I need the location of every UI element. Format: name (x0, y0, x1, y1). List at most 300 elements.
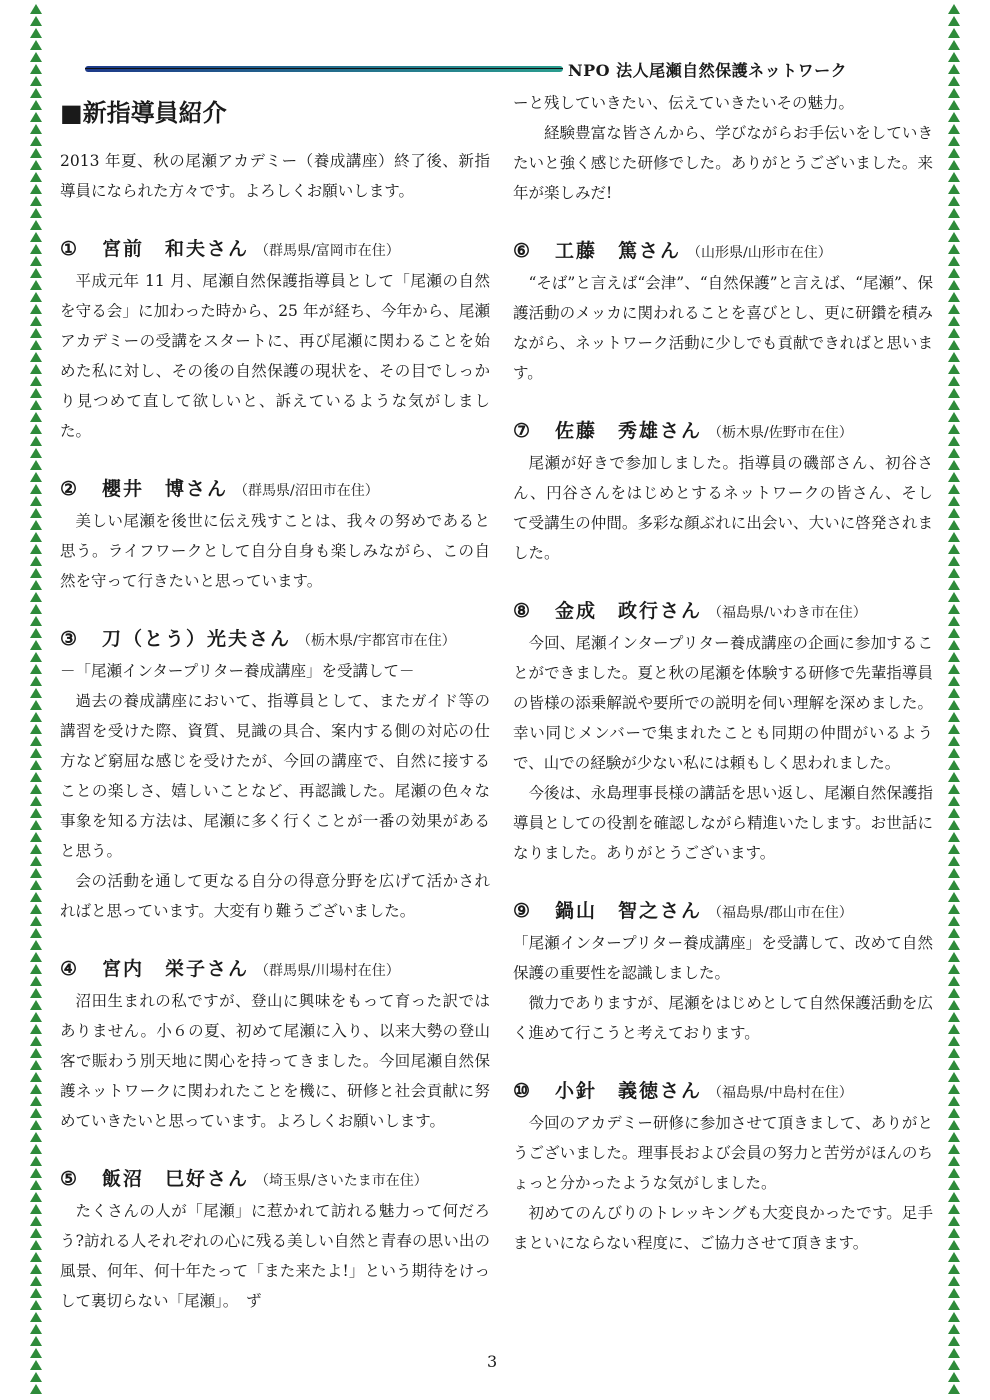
tree-ornament (948, 1288, 960, 1298)
tree-ornament (30, 604, 42, 614)
tree-ornament (948, 220, 960, 230)
tree-ornament (948, 580, 960, 590)
tree-ornament (30, 796, 42, 806)
tree-ornament (948, 1000, 960, 1010)
tree-ornament (30, 748, 42, 758)
profile-heading (60, 954, 490, 986)
profile-location: （山形県/山形市在住） (687, 245, 832, 261)
profile-text: 今回のアカデミー研修に参加させて頂きまして、ありがとうございました。理事長および会員の努力と苦労がほんのちょっと分かったような気がしました。 (513, 1114, 933, 1192)
profile-number: ⑤ (60, 1168, 78, 1190)
profile-text: 今後は、永島理事長様の講話を思い返し、尾瀬自然保護指導員としての役割を確認しながら精進いたします。お世話になりました。ありがとうございます。 (513, 784, 933, 862)
profile-name: 刀（とう）光夫さん (102, 628, 292, 650)
tree-ornament (948, 112, 960, 122)
tree-ornament (30, 364, 42, 374)
profile-number: ⑦ (513, 420, 531, 442)
tree-ornament (948, 184, 960, 194)
profile-heading (60, 1164, 490, 1196)
tree-ornament (30, 460, 42, 470)
tree-ornament (30, 652, 42, 662)
tree-ornament (30, 832, 42, 842)
tree-ornament (948, 268, 960, 278)
tree-ornament (30, 472, 42, 482)
tree-ornament (948, 592, 960, 602)
tree-ornament (30, 1312, 42, 1322)
tree-ornament (948, 40, 960, 50)
profile-entry (60, 1164, 490, 1316)
tree-ornament (948, 1216, 960, 1226)
profile-heading (513, 596, 933, 628)
tree-ornament (30, 1276, 42, 1286)
profile-entry (60, 474, 490, 596)
profile-name: 宮内 栄子さん (102, 958, 250, 980)
tree-ornament (30, 64, 42, 74)
tree-ornament (30, 532, 42, 542)
tree-ornament (30, 772, 42, 782)
tree-ornament (948, 1012, 960, 1022)
profile-name: 工藤 篤さん (555, 240, 682, 262)
tree-ornament (30, 640, 42, 650)
tree-ornament (30, 244, 42, 254)
profile-entry (513, 236, 933, 388)
profile-number: ④ (60, 958, 78, 980)
tree-ornament (30, 1000, 42, 1010)
tree-ornament (948, 736, 960, 746)
tree-ornament (30, 808, 42, 818)
tree-ornament (948, 844, 960, 854)
profile-text: “そば”と言えば“会津”、“自然保護”と言えば、“尾瀬”、保護活動のメッカに関われることを喜びとし、更に研鑽を積みながら、ネットワーク活動に少しでも貢献できればと思います。 (513, 274, 933, 382)
tree-ornament (948, 472, 960, 482)
tree-ornament (948, 316, 960, 326)
tree-ornament (30, 1192, 42, 1202)
tree-ornament (30, 1108, 42, 1118)
tree-ornament (30, 304, 42, 314)
tree-ornament (30, 508, 42, 518)
tree-ornament (30, 628, 42, 638)
profile-text: たくさんの人が「尾瀬」に惹かれて訪れる魅力って何だろう?訪れる人それぞれの心に残る美しい自然と青春の思い出の風景、何年、何十年たって「また来たよ!」という期待をけっして裏切らない「尾瀬」。 ず (60, 1202, 490, 1310)
tree-ornament (948, 1372, 960, 1382)
tree-ornament (30, 544, 42, 554)
tree-ornament (30, 340, 42, 350)
tree-ornament (30, 868, 42, 878)
tree-ornament (30, 208, 42, 218)
right-tree-border (948, 0, 960, 1400)
tree-ornament (30, 172, 42, 182)
tree-ornament (948, 664, 960, 674)
tree-ornament (948, 448, 960, 458)
tree-ornament (948, 808, 960, 818)
tree-ornament (948, 544, 960, 554)
tree-ornament (30, 400, 42, 410)
tree-ornament (948, 988, 960, 998)
tree-ornament (30, 1204, 42, 1214)
tree-ornament (948, 784, 960, 794)
tree-ornament (948, 652, 960, 662)
tree-ornament (30, 376, 42, 386)
tree-ornament (948, 232, 960, 242)
tree-ornament (948, 208, 960, 218)
section-title: ■新指導員紹介 (60, 98, 227, 127)
tree-ornament (948, 892, 960, 902)
profile-number: ⑨ (513, 900, 531, 922)
tree-ornament (30, 844, 42, 854)
tree-ornament (948, 364, 960, 374)
tree-ornament (30, 1288, 42, 1298)
tree-ornament (30, 328, 42, 338)
tree-ornament (30, 160, 42, 170)
tree-ornament (30, 184, 42, 194)
tree-ornament (30, 448, 42, 458)
profile-subtitle: 「尾瀬インタープリター養成講座」を受講して、改めて自然保護の重要性を認識しました。 (513, 934, 933, 982)
tree-ornament (30, 232, 42, 242)
tree-ornament (948, 856, 960, 866)
tree-ornament (948, 724, 960, 734)
tree-ornament (948, 880, 960, 890)
tree-ornament (948, 1096, 960, 1106)
tree-ornament (948, 1252, 960, 1262)
profile-heading (60, 474, 490, 506)
tree-ornament (30, 1168, 42, 1178)
profile-location: （群馬県/沼田市在住） (234, 483, 379, 499)
intro-text: 2013 年夏、秋の尾瀬アカデミー（養成講座）終了後、新指導員になられた方々です。よろしくお願いします。 (60, 152, 490, 200)
profile-text: 沼田生まれの私ですが、登山に興味をもって育った訳ではありません。小６の夏、初めて尾瀬に入り、以来大勢の登山客で賑わう別天地に関心を持ってきました。今回尾瀬自然保護ネットワークに関われたことを機に、研修と社会貢献に努めていきたいと思っています。よろしくお願いします。 (60, 992, 490, 1130)
tree-ornament (948, 1228, 960, 1238)
tree-ornament (948, 1168, 960, 1178)
tree-ornament (30, 952, 42, 962)
profile-text: 過去の養成講座において、指導員として、またガイド等の講習を受けた際、資質、見識の具合、案内する側の対応の仕方など窮屈な感じを受けたが、今回の講座で、自然に接することの楽しさ、嬉しいことなど、再認識した。尾瀬の色々な事象を知る方法は、尾瀬に多く行くことが一番の効果があると思う。 (60, 692, 490, 860)
profile-heading (513, 416, 933, 448)
profile-number: ⑧ (513, 600, 531, 622)
profile-location: （栃木県/宇都宮市在住） (297, 633, 456, 649)
tree-ornament (30, 1336, 42, 1346)
tree-ornament (30, 1372, 42, 1382)
tree-ornament (30, 676, 42, 686)
profile-location: （群馬県/川場村在住） (255, 963, 400, 979)
tree-ornament (948, 1108, 960, 1118)
tree-ornament (30, 1084, 42, 1094)
tree-ornament (30, 484, 42, 494)
profile-location: （群馬県/富岡市在住） (255, 243, 400, 259)
tree-ornament (30, 16, 42, 26)
tree-ornament (30, 568, 42, 578)
tree-ornament (948, 1024, 960, 1034)
profile-text: 平成元年 11 月、尾瀬自然保護指導員として「尾瀬の自然を守る会」に加わった時から、25 年が経ち、今年から、尾瀬アカデミーの受講をスタートに、再び尾瀬に関わることを始めた私に対し、その後の自然保護の現状を、その目でしっかり見つめて直して欲しいと、訴えているような気がしました。 (60, 272, 490, 440)
tree-ornament (948, 904, 960, 914)
tree-ornament (948, 1144, 960, 1154)
tree-ornament (30, 904, 42, 914)
right-column (513, 88, 933, 1258)
tree-ornament (948, 1084, 960, 1094)
tree-ornament (948, 340, 960, 350)
profile-heading (60, 234, 490, 266)
tree-ornament (948, 676, 960, 686)
tree-ornament (948, 604, 960, 614)
tree-ornament (30, 616, 42, 626)
tree-ornament (30, 112, 42, 122)
tree-ornament (30, 1348, 42, 1358)
tree-ornament (30, 256, 42, 266)
tree-ornament (948, 1384, 960, 1394)
org-name: NPO 法人尾瀬自然保護ネットワーク (568, 61, 848, 80)
tree-ornament (30, 820, 42, 830)
tree-ornament (30, 1216, 42, 1226)
profile-text: 今回、尾瀬インタープリター養成講座の企画に参加することができました。夏と秋の尾瀬を体験する研修で先輩指導員の皆様の添乗解説や要所での説明を伺い理解を深めました。幸い同じメンバーで集まれたことも同期の仲間がいるようで、山での経験が少ない私には頼もしく思われました。 (513, 634, 933, 772)
profile-entry (60, 234, 490, 446)
tree-ornament (30, 1300, 42, 1310)
tree-ornament (948, 424, 960, 434)
tree-ornament (948, 244, 960, 254)
tree-ornament (30, 988, 42, 998)
tree-ornament (948, 352, 960, 362)
tree-ornament (30, 1240, 42, 1250)
profile-entry (513, 896, 933, 1048)
tree-ornament (30, 1360, 42, 1370)
tree-ornament (948, 640, 960, 650)
tree-ornament (948, 628, 960, 638)
tree-ornament (948, 688, 960, 698)
profile-subtitle: －「尾瀬インタープリター養成講座」を受講して－ (60, 662, 415, 680)
profile-name: 宮前 和夫さん (102, 238, 250, 260)
right-people-list (513, 236, 933, 1258)
profile-name: 飯沼 巳好さん (102, 1168, 250, 1190)
tree-ornament (948, 712, 960, 722)
tree-ornament (30, 688, 42, 698)
left-tree-border (30, 0, 42, 1400)
profile-location: （福島県/いわき市在住） (708, 605, 867, 621)
tree-ornament (948, 700, 960, 710)
tree-ornament (948, 76, 960, 86)
tree-ornament (30, 436, 42, 446)
tree-ornament (948, 28, 960, 38)
profile-name: 鍋山 智之さん (555, 900, 703, 922)
tree-ornament (948, 280, 960, 290)
tree-ornament (948, 1048, 960, 1058)
tree-ornament (948, 136, 960, 146)
tree-ornament (948, 1300, 960, 1310)
tree-ornament (948, 400, 960, 410)
tree-ornament (948, 88, 960, 98)
tree-ornament (948, 1348, 960, 1358)
tree-ornament (948, 568, 960, 578)
profile-entry (513, 596, 933, 868)
tree-ornament (30, 388, 42, 398)
tree-ornament (30, 928, 42, 938)
tree-ornament (948, 508, 960, 518)
tree-ornament (30, 316, 42, 326)
profile-text: 尾瀬が好きで参加しました。指導員の磯部さん、初谷さん、円谷さんをはじめとするネットワークの皆さん、そして受講生の仲間。多彩な顔ぶれに出会い、大いに啓発されました。 (513, 454, 933, 562)
profile-entry (513, 1076, 933, 1258)
tree-ornament (948, 1132, 960, 1142)
tree-ornament (30, 28, 42, 38)
tree-ornament (30, 856, 42, 866)
tree-ornament (30, 1252, 42, 1262)
tree-ornament (948, 412, 960, 422)
tree-ornament (30, 556, 42, 566)
tree-ornament (30, 412, 42, 422)
tree-ornament (30, 940, 42, 950)
tree-ornament (30, 784, 42, 794)
tree-ornament (30, 52, 42, 62)
tree-ornament (30, 592, 42, 602)
tree-ornament (30, 700, 42, 710)
tree-ornament (30, 124, 42, 134)
tree-ornament (948, 256, 960, 266)
tree-ornament (948, 304, 960, 314)
tree-ornament (948, 556, 960, 566)
continued-text-2: 経験豊富な皆さんから、学びながらお手伝いをしていきたいと強く感じた研修でした。ありがとうございました。来年が楽しみだ! (513, 124, 933, 202)
tree-ornament (30, 496, 42, 506)
tree-ornament (948, 928, 960, 938)
tree-ornament (948, 532, 960, 542)
tree-ornament (948, 436, 960, 446)
profile-number: ③ (60, 628, 78, 650)
profile-name: 櫻井 博さん (102, 478, 229, 500)
tree-ornament (948, 1240, 960, 1250)
tree-ornament (948, 1072, 960, 1082)
tree-ornament (30, 40, 42, 50)
profile-name: 金成 政行さん (555, 600, 703, 622)
tree-ornament (30, 1048, 42, 1058)
tree-ornament (948, 1312, 960, 1322)
profile-heading (513, 236, 933, 268)
tree-ornament (948, 496, 960, 506)
tree-ornament (30, 1072, 42, 1082)
tree-ornament (948, 796, 960, 806)
page-number: 3 (487, 1352, 498, 1371)
tree-ornament (30, 1012, 42, 1022)
tree-ornament (30, 4, 42, 14)
tree-ornament (30, 1264, 42, 1274)
tree-ornament (948, 376, 960, 386)
tree-ornament (30, 1132, 42, 1142)
tree-ornament (948, 520, 960, 530)
tree-ornament (30, 580, 42, 590)
tree-ornament (948, 1060, 960, 1070)
tree-ornament (948, 940, 960, 950)
tree-ornament (30, 1324, 42, 1334)
profile-heading (513, 1076, 933, 1108)
continued-text: ーと残していきたい、伝えていきたいその魅力。 (513, 94, 855, 112)
tree-ornament (948, 1336, 960, 1346)
tree-ornament (30, 220, 42, 230)
profile-text: 会の活動を通して更なる自分の得意分野を広げて活かされればと思っています。大変有り難うございました。 (60, 872, 490, 920)
tree-ornament (30, 1228, 42, 1238)
tree-ornament (948, 760, 960, 770)
tree-ornament (948, 832, 960, 842)
left-column (60, 88, 490, 1316)
tree-ornament (948, 328, 960, 338)
tree-ornament (30, 1384, 42, 1394)
profile-location: （埼玉県/さいたま市在住） (255, 1173, 428, 1189)
tree-ornament (948, 484, 960, 494)
tree-ornament (948, 1192, 960, 1202)
tree-ornament (948, 1204, 960, 1214)
tree-ornament (30, 964, 42, 974)
tree-ornament (948, 868, 960, 878)
tree-ornament (30, 1156, 42, 1166)
profile-text: 初めてのんびりのトレッキングも大変良かったです。足手まといにならない程度に、ご協力させて頂きます。 (513, 1204, 933, 1252)
profile-name: 小針 義徳さん (555, 1080, 703, 1102)
tree-ornament (948, 52, 960, 62)
tree-ornament (948, 124, 960, 134)
tree-ornament (30, 760, 42, 770)
tree-ornament (948, 1156, 960, 1166)
tree-ornament (30, 736, 42, 746)
tree-ornament (30, 280, 42, 290)
tree-ornament (30, 916, 42, 926)
tree-ornament (30, 1060, 42, 1070)
tree-ornament (30, 136, 42, 146)
tree-ornament (948, 172, 960, 182)
tree-ornament (30, 292, 42, 302)
tree-ornament (30, 1144, 42, 1154)
tree-ornament (30, 664, 42, 674)
tree-ornament (30, 976, 42, 986)
tree-ornament (948, 64, 960, 74)
tree-ornament (30, 268, 42, 278)
tree-ornament (948, 100, 960, 110)
tree-ornament (30, 892, 42, 902)
tree-ornament (30, 424, 42, 434)
tree-ornament (948, 952, 960, 962)
tree-ornament (30, 712, 42, 722)
left-people-list (60, 234, 490, 1316)
profile-number: ② (60, 478, 78, 500)
profile-entry (60, 624, 490, 926)
tree-ornament (948, 148, 960, 158)
profile-location: （栃木県/佐野市在住） (708, 425, 853, 441)
tree-ornament (30, 1096, 42, 1106)
tree-ornament (30, 724, 42, 734)
profile-text: 美しい尾瀬を後世に伝え残すことは、我々の努めであると思う。ライフワークとして自分自身も楽しみながら、この自然を守って行きたいと思っています。 (60, 512, 490, 590)
tree-ornament (948, 388, 960, 398)
profile-heading (513, 896, 933, 928)
tree-ornament (948, 1180, 960, 1190)
profile-heading (60, 624, 490, 656)
tree-ornament (948, 1276, 960, 1286)
profile-name: 佐藤 秀雄さん (555, 420, 703, 442)
tree-ornament (948, 772, 960, 782)
tree-ornament (30, 880, 42, 890)
tree-ornament (30, 352, 42, 362)
tree-ornament (948, 196, 960, 206)
header-rule (85, 66, 563, 72)
tree-ornament (948, 160, 960, 170)
tree-ornament (30, 1024, 42, 1034)
tree-ornament (948, 1036, 960, 1046)
profile-number: ① (60, 238, 78, 260)
tree-ornament (30, 1180, 42, 1190)
tree-ornament (30, 1120, 42, 1130)
tree-ornament (30, 520, 42, 530)
tree-ornament (948, 16, 960, 26)
tree-ornament (948, 1120, 960, 1130)
tree-ornament (30, 196, 42, 206)
profile-number: ⑩ (513, 1080, 531, 1102)
tree-ornament (948, 1324, 960, 1334)
tree-ornament (30, 1036, 42, 1046)
tree-ornament (948, 616, 960, 626)
tree-ornament (30, 88, 42, 98)
profile-location: （福島県/中島村在住） (708, 1085, 853, 1101)
profile-entry (513, 416, 933, 568)
tree-ornament (948, 1264, 960, 1274)
tree-ornament (948, 460, 960, 470)
tree-ornament (948, 292, 960, 302)
profile-location: （福島県/郡山市在住） (708, 905, 853, 921)
tree-ornament (948, 1360, 960, 1370)
tree-ornament (30, 148, 42, 158)
tree-ornament (948, 976, 960, 986)
